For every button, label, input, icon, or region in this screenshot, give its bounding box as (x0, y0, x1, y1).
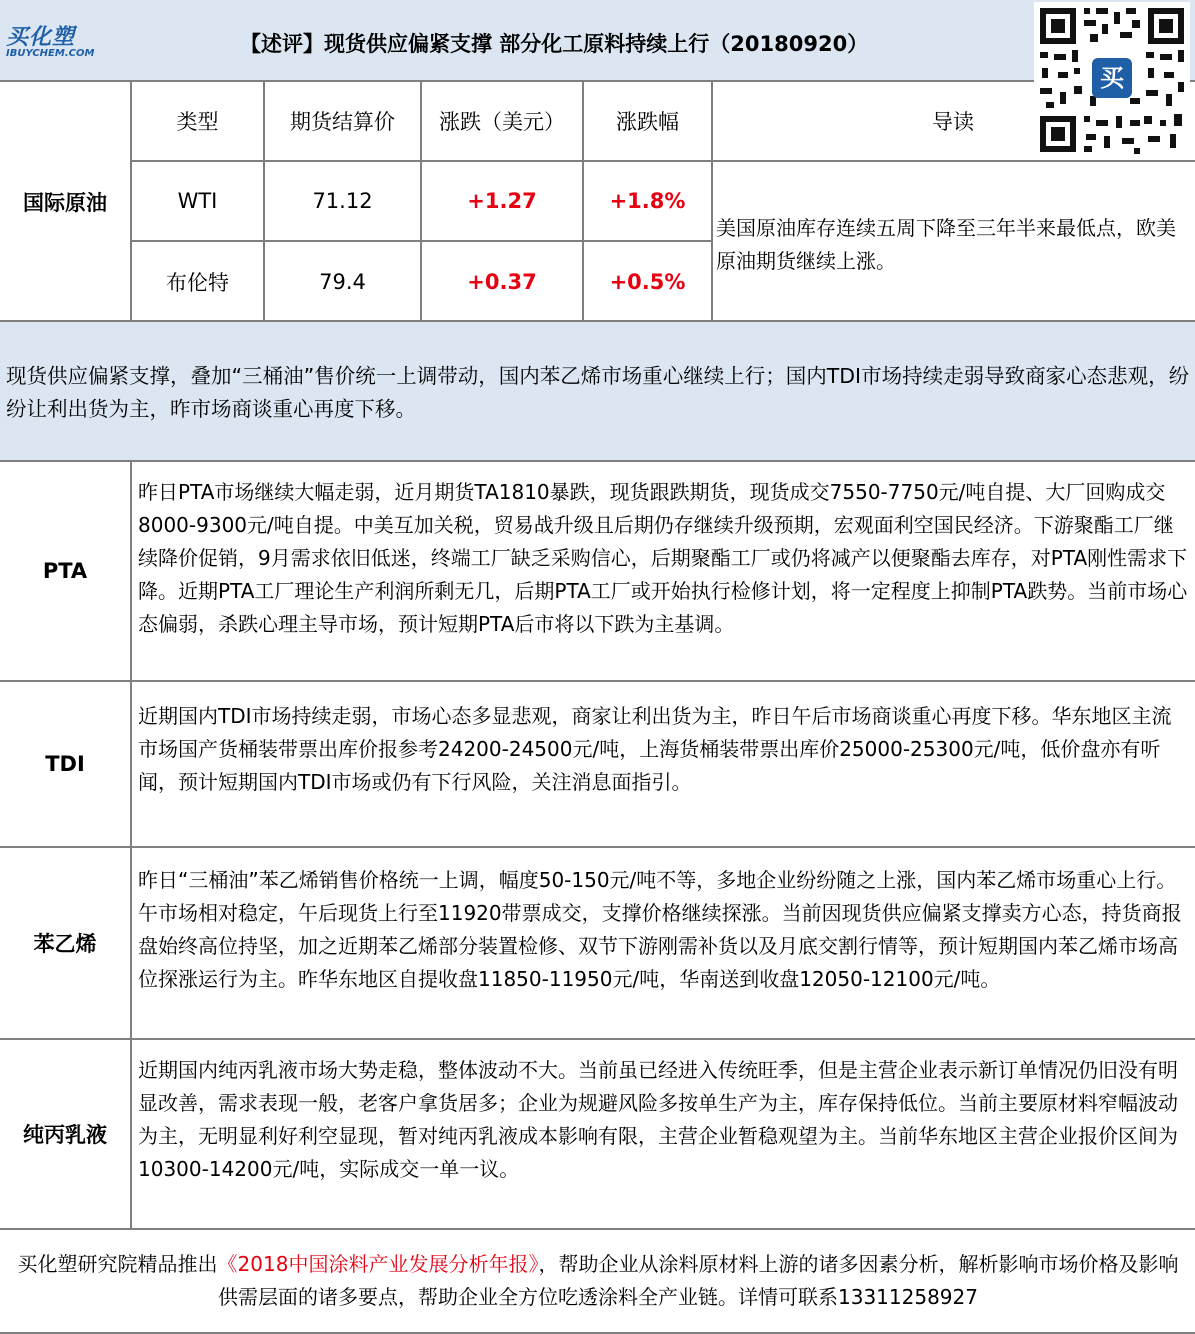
product-section-acrylic-emulsion (0, 1040, 1195, 1230)
row-wti-change: +1.27 (467, 189, 537, 213)
product-section-pta (0, 462, 1195, 682)
row-brent-change: +0.37 (467, 270, 537, 294)
crude-oil-label: 国际原油 (0, 82, 132, 322)
product-name-pta: PTA (0, 462, 132, 680)
crude-oil-section (0, 82, 1195, 322)
product-text-pta: 昨日PTA市场继续大幅走弱，近月期货TA1810暴跌，现货跟跌期货，现货成交7550-7750元/吨自提、大厂回购成交8000-9300元/吨自提。中美互加关税，贸易战升级且后期仍存继续升级预期，宏观面利空国民经济。下游聚酯工厂继续降价促销，9月需求依旧低迷，终端工厂缺乏采购信心，后期聚酯工厂或仍将减产以便聚酯去库存，对PTA刚性需求下降。近期PTA工厂理论生产利润所剩无几，后期PTA工厂或开始执行检修计划，将一定程度上抑制PTA跌势。当前市场心态偏弱，杀跌心理主导市场，预计短期PTA后市将以下跌为主基调。 (138, 480, 1188, 636)
report-title: 【述评】现货供应偏紧支撑 部分化工原料持续上行（20180920） (240, 32, 869, 56)
col-header-type: 类型 (176, 110, 219, 134)
row-brent-pct: +0.5% (609, 270, 686, 294)
product-name-acrylic-emulsion: 纯丙乳液 (0, 1040, 132, 1228)
report-header (0, 0, 1195, 82)
col-header-price: 期货结算价 (290, 110, 395, 134)
promo-footer (0, 1230, 1195, 1334)
product-text-tdi: 近期国内TDI市场持续走弱，市场心态多显悲观，商家让利出货为主，昨日午后市场商谈重心再度下移。华东地区主流市场国产货桶装带票出库价报参考24200-24500元/吨，上海货桶装带票出库价25000-25300元/吨，低价盘亦有听闻，预计短期国内TDI市场或仍有下行风险，关注消息面指引。 (138, 704, 1172, 794)
col-header-pct: 涨跌幅 (616, 110, 679, 134)
promo-suffix: ，帮助企业从涂料原材料上游的诸多因素分析，解析影响市场价格及影响供需层面的诸多要点，帮助企业全方位吃透涂料全产业链。详情可联系13311258927 (218, 1252, 1179, 1309)
product-text-acrylic-emulsion: 近期国内纯丙乳液市场大势走稳，整体波动不大。当前虽已经进入传统旺季，但是主营企业表示新订单情况仍旧没有明显改善，需求表现一般，老客户拿货居多；企业为规避风险多按单生产为主，库存保持低位。当前主要原材料窄幅波动为主，无明显利好利空显现，暂对纯丙乳液成本影响有限，主营企业暂稳观望为主。当前华东地区主营企业报价区间为10300-14200元/吨，实际成交一单一议。 (138, 1058, 1178, 1181)
ibuychem-logo[interactable] (4, 18, 114, 62)
annual-report-link[interactable]: 《2018中国涂料产业发展分析年报》 (217, 1252, 539, 1276)
product-name-tdi: TDI (0, 682, 132, 846)
row-brent-type: 布伦特 (166, 271, 229, 295)
logo-en-text: IBUYCHEM.COM (6, 48, 95, 59)
crude-guide-text: 美国原油库存连续五周下降至三年半来最低点，欧美原油期货继续上涨。 (716, 216, 1176, 273)
col-header-guide: 导读 (932, 110, 974, 134)
product-section-tdi (0, 682, 1195, 848)
row-wti-pct: +1.8% (609, 189, 686, 213)
market-summary-text: 现货供应偏紧支撑，叠加“三桶油”售价统一上调带动，国内苯乙烯市场重心继续上行；国内TDI市场持续走弱导致商家心态悲观，纷纷让利出货为主，昨市场商谈重心再度下移。 (6, 364, 1190, 421)
market-summary (0, 322, 1195, 462)
product-text-styrene: 昨日“三桶油”苯乙烯销售价格统一上调，幅度50-150元/吨不等，多地企业纷纷随之上涨，国内苯乙烯市场重心上行。午市场相对稳定，午后现货上行至11920带票成交，支撑价格继续探涨。当前因现货供应偏紧支撑卖方心态，持货商报盘始终高位持坚，加之近期苯乙烯部分装置检修、双节下游刚需补货以及月底交割行情等，预计短期国内苯乙烯市场高位探涨运行为主。昨华东地区自提收盘11850-11950元/吨，华南送到收盘12050-12100元/吨。 (138, 868, 1182, 991)
product-name-styrene: 苯乙烯 (0, 848, 132, 1038)
qr-center-label: 买 (1100, 64, 1124, 92)
product-section-styrene (0, 848, 1195, 1040)
row-wti-type: WTI (177, 189, 218, 213)
row-wti-price: 71.12 (312, 189, 373, 213)
promo-text (8, 1248, 1188, 1314)
logo-cn-text: 买化塑 (6, 25, 76, 50)
promo-prefix: 买化塑研究院精品推出 (17, 1252, 218, 1276)
row-brent-price: 79.4 (319, 270, 366, 294)
col-header-change: 涨跌（美元） (439, 110, 565, 134)
